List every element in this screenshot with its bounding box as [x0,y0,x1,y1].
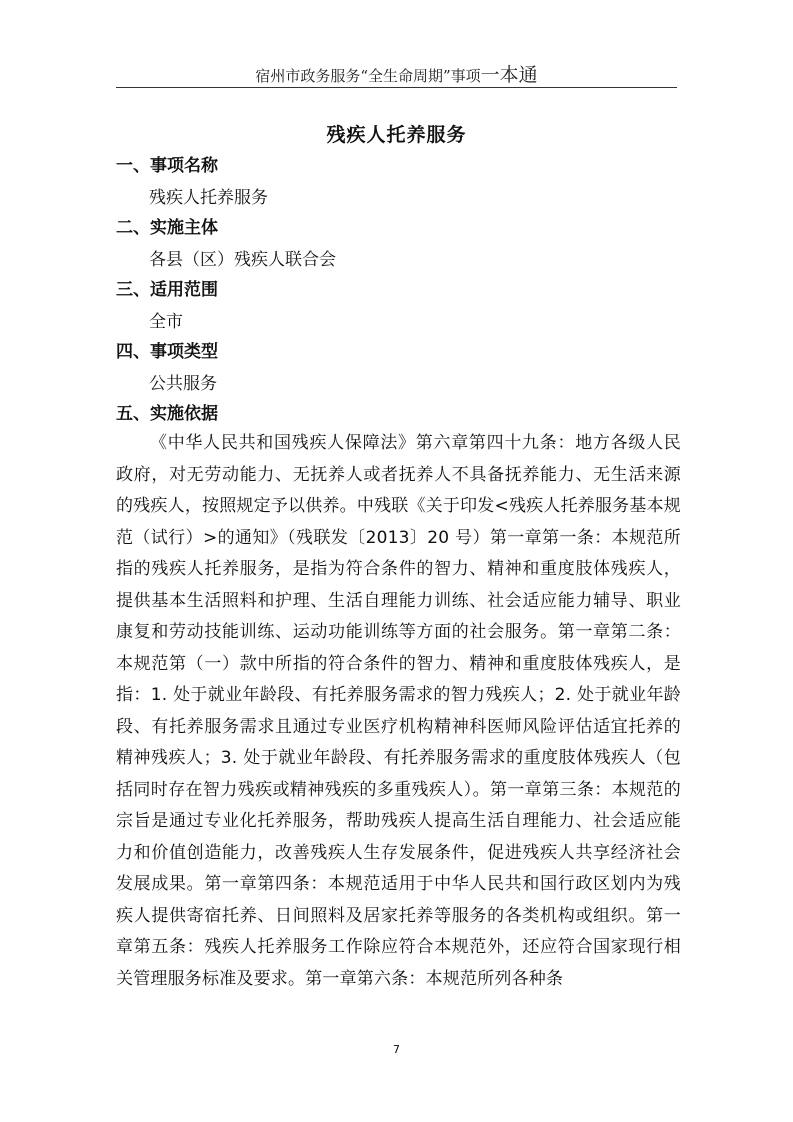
section-content-name: 残疾人托养服务 [149,188,268,208]
section-content-type: 公共服务 [149,374,217,394]
section-heading-basis: 五、实施依据 [116,404,218,424]
page-number: 7 [393,1043,400,1056]
header-rule [116,87,677,88]
section-content-scope: 全市 [149,312,183,332]
header-text: 宿州市政务服务“全生命周期”事项 [255,67,481,85]
section-heading-scope: 三、适用范围 [116,280,218,300]
running-header [0,60,793,87]
section-heading-name: 一、事项名称 [116,156,218,176]
document-title: 残疾人托养服务 [326,124,467,146]
section-heading-type: 四、事项类型 [116,342,218,362]
section-content-agency: 各县（区）残疾人联合会 [149,250,336,270]
section-content-basis: 《中华人民共和国残疾人保障法》第六章第四十九条：地方各级人民政府，对无劳动能力、无抚养人或者抚养人不具备抚养能力、无生活来源的残疾人，按照规定予以供养。中残联《关于印发<残疾人托养服务基本规范（试行）>的通知》（残联发〔2013〕20 号）第一章第一条：本规范所指的残疾人托养服务，是指为符合条件的智力、精神和重度肢体残疾人，提供基本生活照料和护理、生活自理能力训练、社会适应能力辅导、职业康复和劳动技能训练、运动功能训练等方面的社会服务。第一章第二条：本规范第（一）款中所指的符合条件的智力、精神和重度肢体残疾人，是指：1. 处于就业年龄段、有托养服务需求的智力残疾人；2. 处于就业年龄段、有托养服务需求且通过专业医疗机构精神科医师风险评估适宜托养的精神残疾人；3. 处于就业年龄段、有托养服务需求的重度肢体残疾人（包括同时存在智力残疾或精神残疾的多重残疾人）。第一章第三条：本规范的宗旨是通过专业化托养服务，帮助残疾人提高生活自理能力、社会适应能力和价值创造能力，改善残疾人生存发展条件，促进残疾人共享经济社会发展成果。第一章第四条：本规范适用于中华人民共和国行政区划内为残疾人提供寄宿托养、日间照料及居家托养等服务的各类机构或组织。第一章第五条：残疾人托养服务工作除应符合本规范外，还应符合国家现行相关管理服务标准及要求。第一章第六条：本规范所列各种条 [116,433,681,989]
section-heading-agency: 二、实施主体 [116,218,218,238]
header-highlight: 一本通 [480,64,538,86]
